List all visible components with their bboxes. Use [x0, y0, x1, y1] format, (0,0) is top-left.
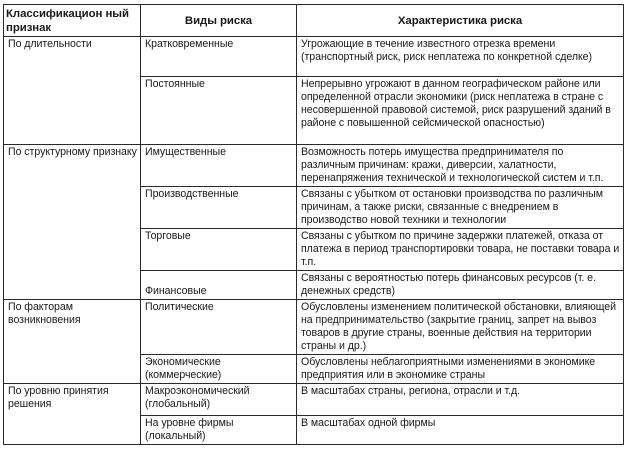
table-row — [4, 300, 624, 355]
risk-description-cell: Обусловлены неблагоприятными изменениями в экономике предприятия или в экономике страны — [297, 355, 624, 384]
risk-description-cell: В масштабах одной фирмы — [297, 416, 624, 445]
risk-type-cell: Производственные — [141, 187, 297, 229]
table-row — [4, 37, 624, 77]
risk-type-cell: Имущественные — [141, 145, 297, 187]
classification-decision-level: По уровню принятия решения — [4, 384, 141, 445]
risk-type-cell: Финансовые — [141, 271, 297, 300]
risk-classification-table — [3, 4, 624, 445]
risk-description-cell: Угрожающие в течение известного отрезка времени (транспортный риск, риск неплатежа по конкретной сделке) — [297, 37, 624, 77]
risk-description-cell: В масштабах страны, региона, отрасли и т.д. — [297, 384, 624, 416]
classification-duration: По длительности — [4, 37, 141, 145]
risk-type-cell: На уровне фирмы (локальный) — [141, 416, 297, 445]
risk-type-cell: Кратковременные — [141, 37, 297, 77]
table-header-row — [4, 5, 624, 37]
classification-structural: По структурному признаку — [4, 145, 141, 300]
classification-factors: По факторам возникновения — [4, 300, 141, 384]
risk-type-cell: Постоянные — [141, 77, 297, 145]
header-classification: Классификацион ный признак — [4, 5, 141, 37]
risk-type-cell: Макроэкономический (глобальный) — [141, 384, 297, 416]
header-risk-types: Виды риска — [141, 5, 297, 37]
risk-type-cell: Экономические (коммерческие) — [141, 355, 297, 384]
risk-description-cell: Связаны с вероятностью потерь финансовых ресурсов (т. е. денежных средств) — [297, 271, 624, 300]
table-row — [4, 145, 624, 187]
risk-description-cell: Возможность потерь имущества предпринимателя по различным причинам: кражи, диверсии, халатности, перенапряжения технической и технологической систем и т.п. — [297, 145, 624, 187]
risk-description-cell: Связаны с убытком от остановки производства по различным причинам, а также риски, связанные с внедрением в производство новой техники и технологии — [297, 187, 624, 229]
table-row — [4, 384, 624, 416]
risk-type-cell: Политические — [141, 300, 297, 355]
risk-description-cell: Непрерывно угрожают в данном географическом районе или определенной отрасли экономики (риск неплатежа в стране с несовершенной правовой системой, риск разрушений зданий в районе с повышенной сейсмической опасностью) — [297, 77, 624, 145]
risk-description-cell: Обусловлены изменением политической обстановки, влияющей на предпринимательство (закрытие границ, запрет на вывоз товаров в другие страны, военные действия на территории страны и др.) — [297, 300, 624, 355]
risk-type-cell: Торговые — [141, 229, 297, 271]
risk-description-cell: Связаны с убытком по причине задержки платежей, отказа от платежа в период транспортировки товара, не поставки товара и т.п. — [297, 229, 624, 271]
header-risk-characteristics: Характеристика риска — [297, 5, 624, 37]
